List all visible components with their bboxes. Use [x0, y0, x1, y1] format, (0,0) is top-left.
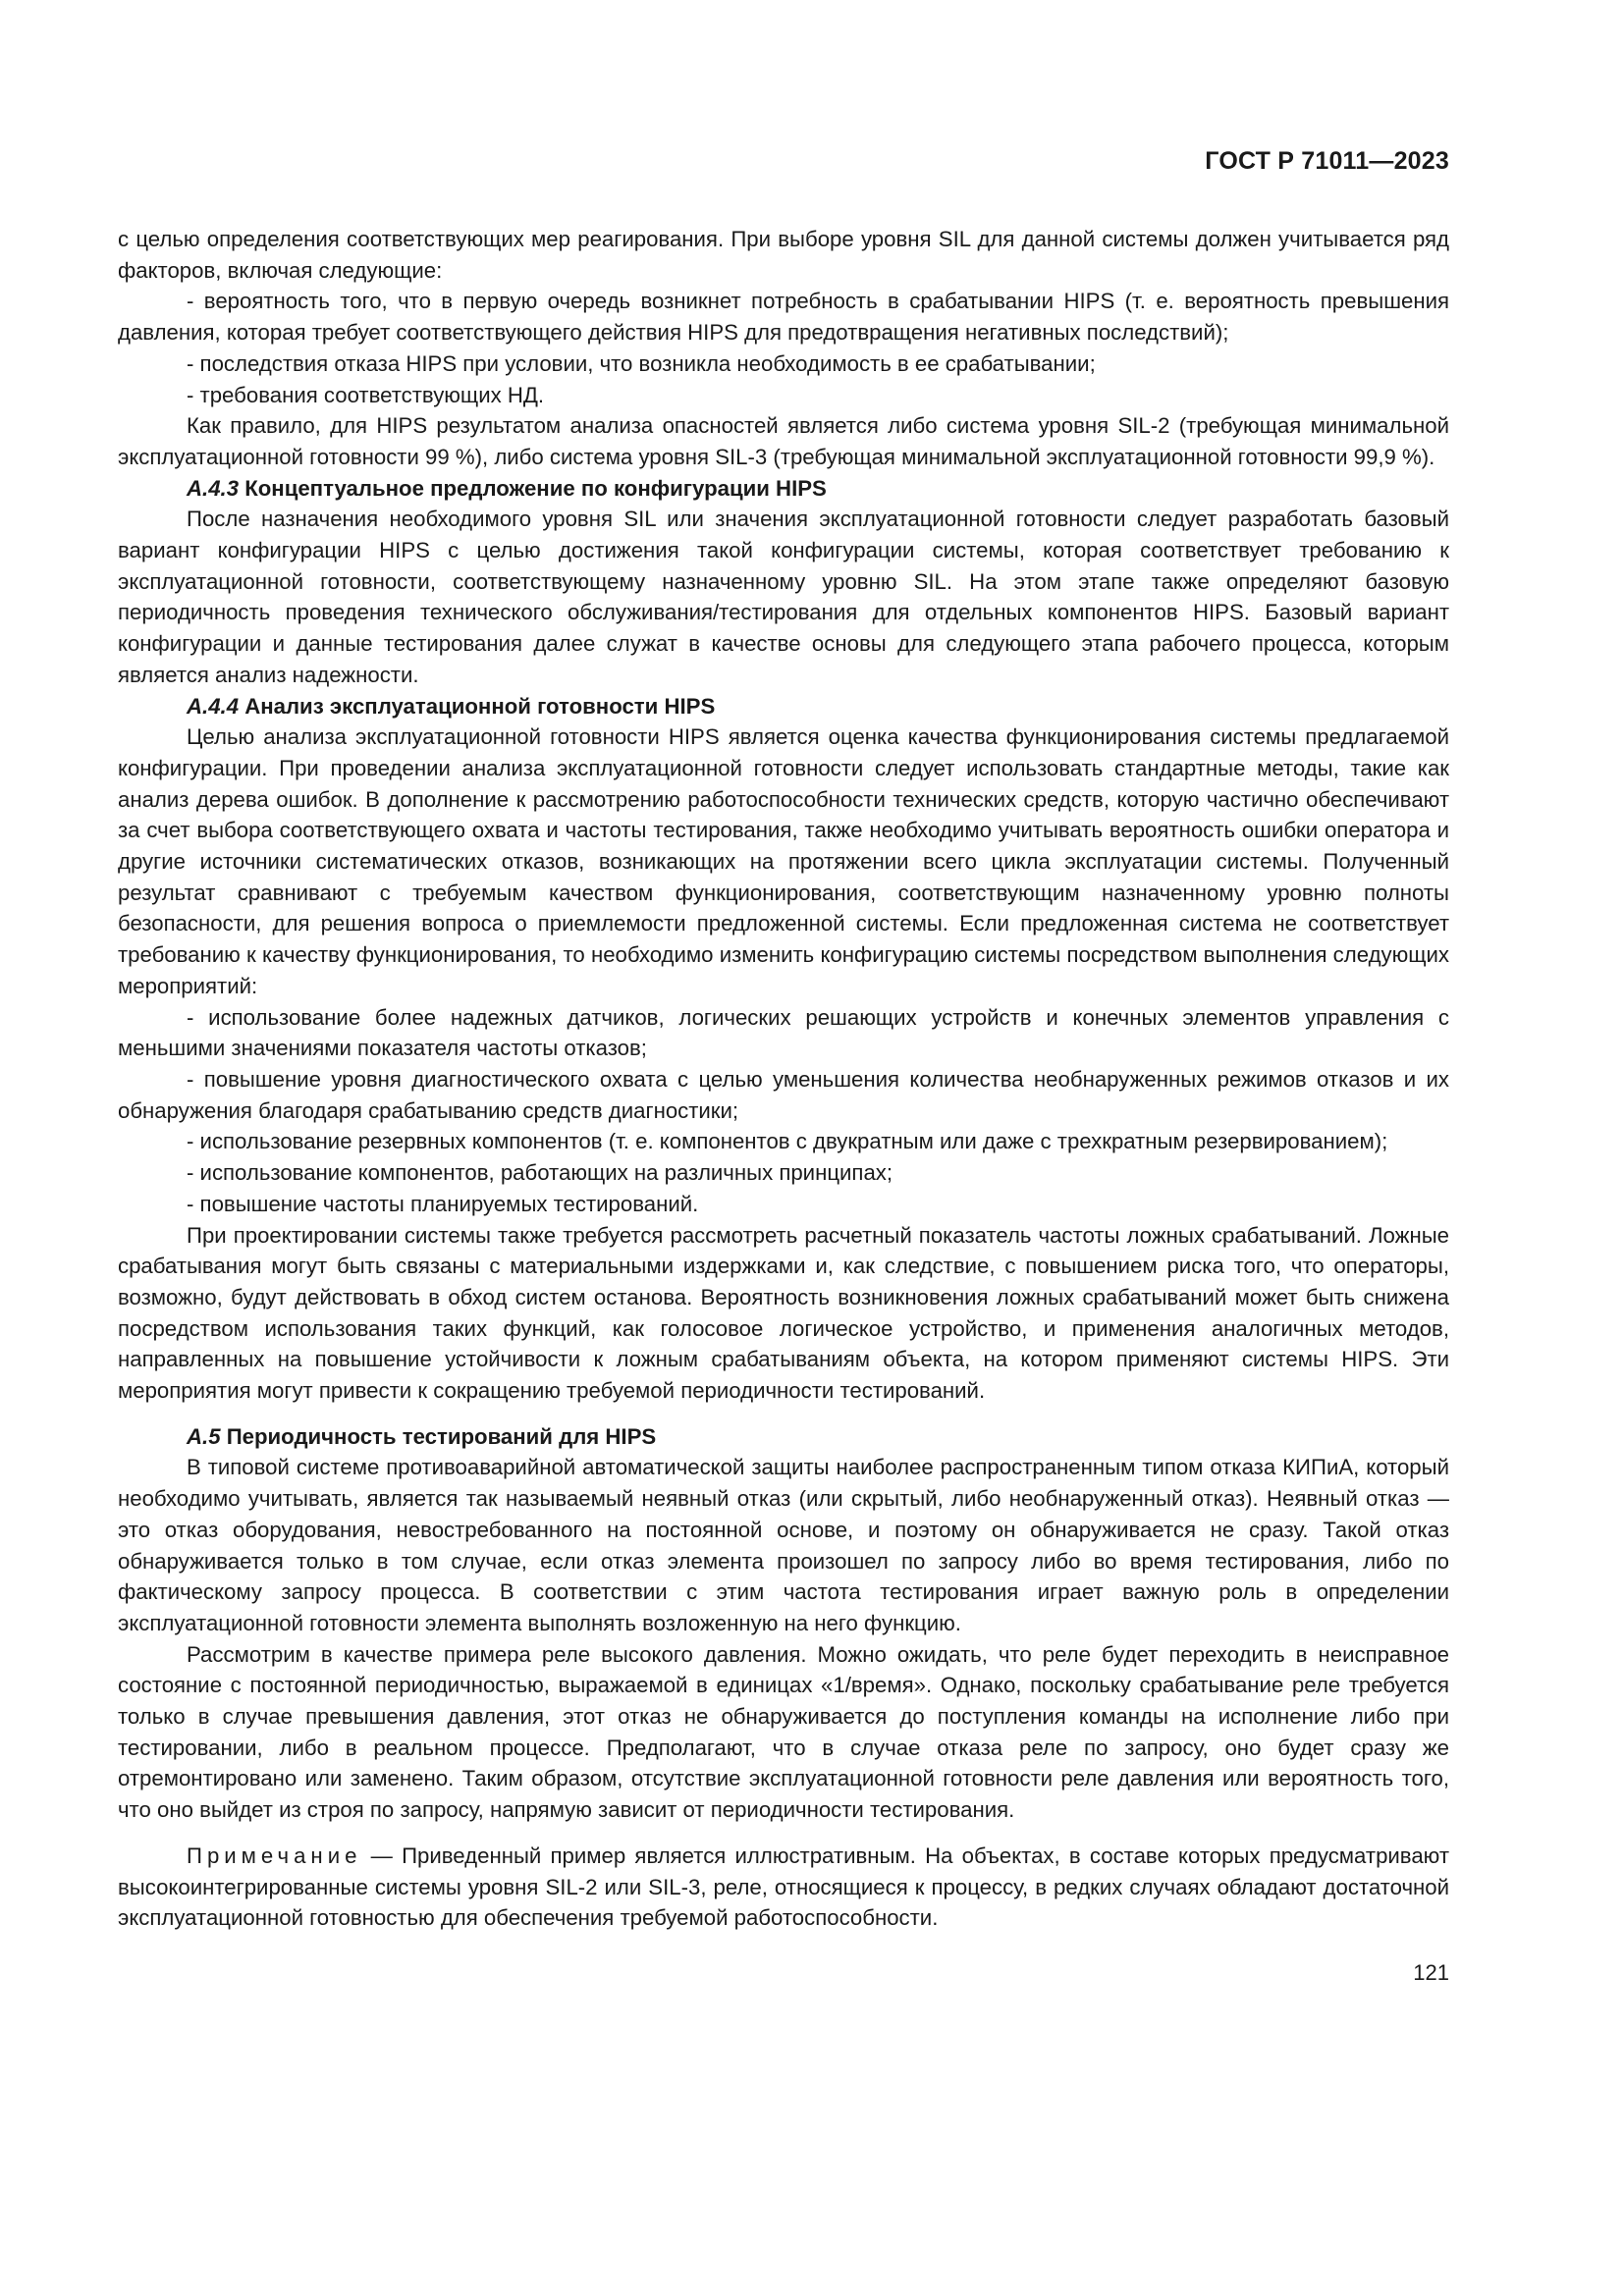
- paragraph: При проектировании системы также требуется рассмотреть расчетный показатель частоты ложных срабатываний. Ложные срабатывания могут быть связаны с материальными издержками и, как следствие, с повышением риска того, что операторы, возможно, будут действовать в обход систем останова. Вероятность возникновения ложных срабатываний может быть снижена посредством использования таких функций, как голосовое логическое устройство, и применения аналогичных методов, направленных на повышение устойчивости к ложным срабатываниям объекта, на котором применяют системы HIPS. Эти мероприятия могут привести к сокращению требуемой периодичности тестирований.: [118, 1222, 1449, 1404]
- paragraph: Целью анализа эксплуатационной готовности HIPS является оценка качества функционирования системы предлагаемой конфигурации. При проведении анализа эксплуатационной готовности следует использовать стандартные методы, такие как анализ дерева ошибок. В дополнение к рассмотрению работоспособности технических средств, которую частично обеспечивают за счет выбора соответствующего охвата и частоты тестирования, также необходимо учитывать вероятность ошибки оператора и другие источники систематических отказов, возникающих на протяжении всего цикла эксплуатации системы. Полученный результат сравнивают с требуемым качеством функционирования, соответствующим назначенному уровню полноты безопасности, для решения вопроса о приемлемости предложенной системы. Если предложенная система не соответствует требованию к качеству функционирования, то необходимо изменить конфигурацию системы посредством выполнения следующих мероприятий:: [118, 724, 1449, 998]
- paragraph: с целью определения соответствующих мер реагирования. При выборе уровня SIL для данной системы должен учитывается ряд факторов, включая следующие:: [118, 227, 1449, 283]
- note-text: — Приведенный пример является иллюстративным. На объектах, в составе которых предусматривают высокоинтегрированные системы уровня SIL-2 или SIL-3, реле, относящиеся к процессу, в редких случаях обладают достаточной эксплуатационной готовностью для обеспечения требуемой работоспособности.: [118, 1842, 1449, 1931]
- note-label: Примечание: [187, 1842, 362, 1868]
- section-number: А.4.4: [187, 693, 240, 719]
- paragraph: Рассмотрим в качестве примера реле высокого давления. Можно ожидать, что реле будет переходить в неисправное состояние с постоянной периодичностью, выражаемой в единицах «1/время». Однако, поскольку срабатывание реле требуется только в случае превышения давления, этот отказ не обнаруживается до поступления команды на исполнение либо при тестировании, либо в реальном процессе. Предполагают, что в случае отказа реле по запросу, оно будет сразу же отремонтировано или заменено. Таким образом, отсутствие эксплуатационной готовности реле давления или вероятность того, что оно выйдет из строя по запросу, напрямую зависит от периодичности тестирования.: [118, 1641, 1449, 1823]
- list-item: - повышение уровня диагностического охвата с целью уменьшения количества необнаруженных режимов отказов и их обнаружения благодаря срабатыванию средств диагностики;: [118, 1066, 1449, 1123]
- list-item: - последствия отказа HIPS при условии, что возникла необходимость в ее срабатывании;: [187, 350, 1096, 376]
- list-item: - повышение частоты планируемых тестирований.: [187, 1191, 699, 1216]
- document-header-title: ГОСТ Р 71011—2023: [1205, 147, 1449, 175]
- list-item: - требования соответствующих НД.: [187, 382, 545, 407]
- list-item: - использование более надежных датчиков, логических решающих устройств и конечных элементов управления с меньшими значениями показателя частоты отказов;: [118, 1004, 1449, 1061]
- list-item: - использование резервных компонентов (т. е. компонентов с двукратным или даже с трехкратным резервированием);: [187, 1129, 1388, 1154]
- note: [118, 1841, 1449, 1934]
- document-body: [118, 224, 1449, 1934]
- section-title: Периодичность тестирований для HIPS: [226, 1423, 657, 1449]
- paragraph: После назначения необходимого уровня SIL или значения эксплуатационной готовности следует разработать базовый вариант конфигурации HIPS с целью достижения такой конфигурации системы, которая соответствует требованию к эксплуатационной готовности, соответствующему назначенному уровню SIL. На этом этапе также определяют базовую периодичность проведения технического обслуживания/тестирования для отдельных компонентов HIPS. Базовый вариант конфигурации и данные тестирования далее служат в качестве основы для следующего этапа рабочего процесса, которым является анализ надежности.: [118, 507, 1449, 687]
- page-number: 121: [1413, 1960, 1449, 1985]
- section-number: А.5: [187, 1423, 221, 1449]
- section-number: А.4.3: [187, 475, 240, 501]
- section-heading: [118, 691, 1449, 722]
- section-title: Анализ эксплуатационной готовности HIPS: [244, 693, 716, 719]
- section-heading: [118, 1421, 1449, 1453]
- section-heading: [118, 473, 1449, 505]
- paragraph: Как правило, для HIPS результатом анализа опасностей является либо система уровня SIL-2 (требующая минимальной эксплуатационной готовности 99 %), либо система уровня SIL-3 (требующая минимальной эксплуатационной готовности 99,9 %).: [118, 413, 1449, 469]
- section-title: Концептуальное предложение по конфигурации HIPS: [244, 475, 827, 501]
- list-item: - вероятность того, что в первую очередь возникнет потребность в срабатывании HIPS (т. е. вероятность превышения давления, которая требует соответствующего действия HIPS для предотвращения негативных последствий);: [118, 289, 1449, 346]
- paragraph: В типовой системе противоаварийной автоматической защиты наиболее распространенным типом отказа КИПиА, который необходимо учитывать, является так называемый неявный отказ (или скрытый, либо необнаруженный отказ). Неявный отказ — это отказ оборудования, невостребованного на постоянной основе, и поэтому он обнаруживается не сразу. Такой отказ обнаруживается только в том случае, если отказ элемента произошел по запросу либо во время тестирования, либо по фактическому запросу процесса. В соответствии с этим частота тестирования играет важную роль в определении эксплуатационной готовности элемента выполнять возложенную на него функцию.: [118, 1455, 1449, 1635]
- list-item: - использование компонентов, работающих на различных принципах;: [187, 1160, 893, 1186]
